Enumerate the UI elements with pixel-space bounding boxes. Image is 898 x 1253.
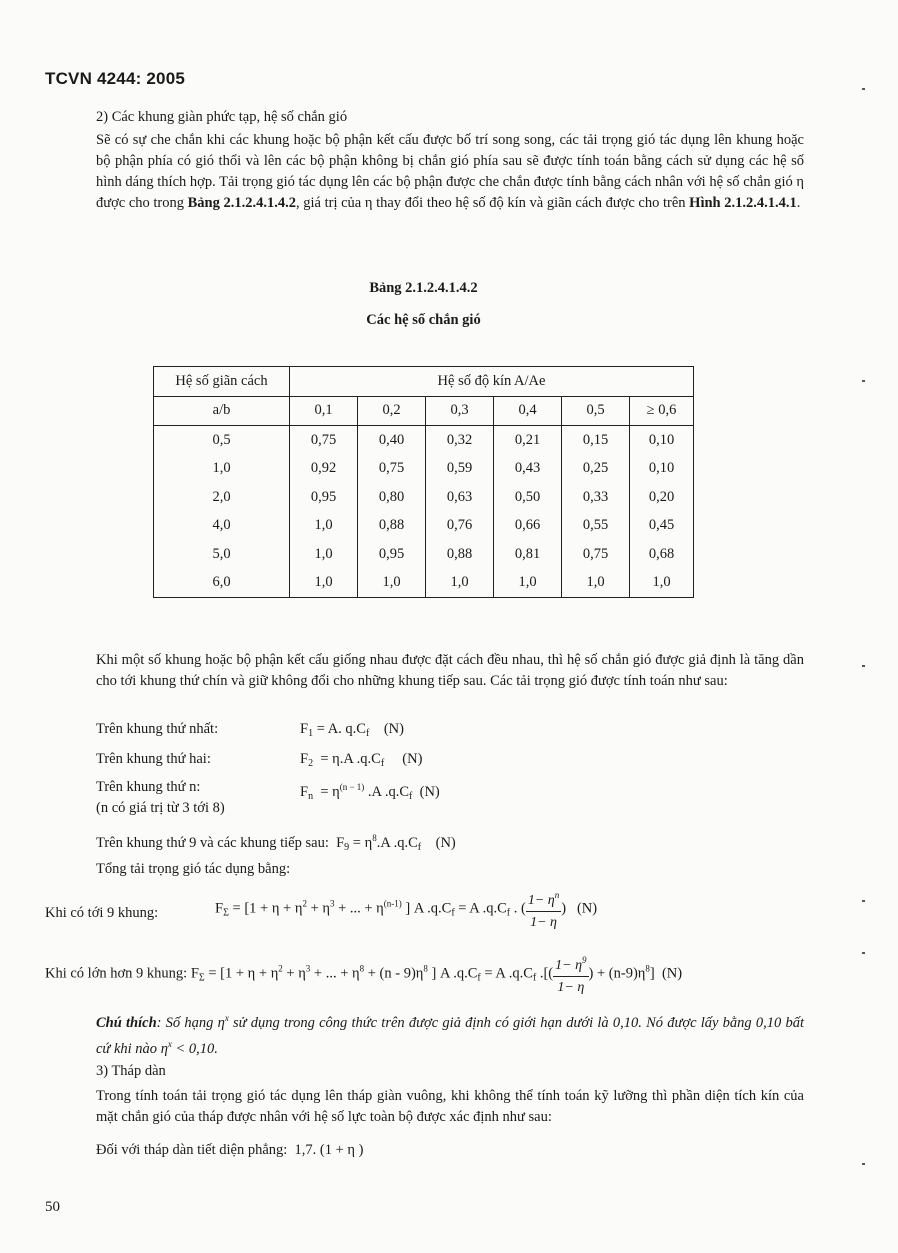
scan-speck: [862, 900, 865, 902]
load-nth-formula: $F_n = \eta^{(n - 1)}$ .A $.q.C_f$ (N): [300, 782, 440, 802]
table-cell: 1,0: [290, 512, 358, 541]
table-row: [154, 455, 694, 484]
section-3-title: 3) Tháp dàn: [96, 1063, 166, 1079]
table-cell: 1,0: [630, 569, 694, 598]
table-cell: 1,0: [290, 569, 358, 598]
scan-speck: [862, 380, 865, 382]
table-cell: 0,95: [358, 540, 426, 569]
row-label: 2,0: [154, 483, 290, 512]
document-header: TCVN 4244: 2005: [45, 69, 186, 88]
load-first-label: Trên khung thứ nhất:: [96, 721, 219, 737]
table-cell: 0,81: [494, 540, 562, 569]
row-label: 0,5: [154, 426, 290, 455]
column-header: 0,1: [290, 396, 358, 426]
table-cell: 1,0: [358, 569, 426, 598]
figure-reference: Hình 2.1.2.4.1.4.1: [689, 195, 797, 211]
load-second-formula: $F_2 = \eta.A$ $.q.C_f$ (N): [300, 751, 423, 769]
note: Chú thích: Số hạng $\eta^x$ sử dụng trong công thức trên được giả định có giới hạn dưới là 0,10. Nó được lấy bằng 0,10 bất cứ khi nào $\eta^x < 0,10$.: [96, 1013, 804, 1057]
table-cell: 0,40: [358, 426, 426, 455]
row-label: 4,0: [154, 512, 290, 541]
load-nth-note: (n có giá trị từ 3 tới 8): [96, 800, 225, 816]
column-header: 0,4: [494, 396, 562, 426]
table-cell: 0,68: [630, 540, 694, 569]
paragraph-2: Khi một số khung hoặc bộ phận kết cấu giống nhau được đặt cách đều nhau, thì hệ số chắn gió được giả định là tăng dần cho tới khung thứ chín và giữ không đổi cho những khung tiếp sau. Các tải trọng gió được tính toán như sau:: [96, 652, 804, 689]
row-header-spacing: Hệ số giãn cách: [154, 367, 290, 397]
table-reference: Bảng 2.1.2.4.1.4.2: [187, 195, 297, 211]
scan-speck: [862, 665, 865, 667]
scan-speck: [862, 88, 865, 90]
table-cell: 1,0: [562, 569, 630, 598]
table-cell: 0,15: [562, 426, 630, 455]
case1-formula: $F_\Sigma = [1 + \eta + \eta^2 + \eta^3$ + ... + $\eta^{(n-1)}$ ] A $.q.C_f = A$ $.q.C_f$ . ( $\frac{1- \eta^n}{1- \eta}$ ) (N): [215, 885, 597, 933]
table-cell: 0,59: [426, 455, 494, 484]
table-row: [154, 569, 694, 598]
table-cell: 0,50: [494, 483, 562, 512]
table-row: [154, 512, 694, 541]
load-ninth-formula: Trên khung thứ 9 và các khung tiếp sau: $F_9 = \eta^8.A$ $.q.C_f$ (N): [96, 833, 456, 853]
table-cell: 0,25: [562, 455, 630, 484]
table-cell: 0,43: [494, 455, 562, 484]
table-cell: 0,75: [562, 540, 630, 569]
table-cell: 1,0: [290, 540, 358, 569]
column-header: 0,5: [562, 396, 630, 426]
table-cell: 0,75: [290, 426, 358, 455]
table-row: [154, 483, 694, 512]
load-second-label: Trên khung thứ hai:: [96, 751, 211, 767]
section-2-title: 2) Các khung giàn phức tạp, hệ số chắn gió: [96, 109, 348, 125]
load-first-formula: $F_1 = A$. $q.C_f$ (N): [300, 721, 404, 739]
table-cell: 0,95: [290, 483, 358, 512]
row-label: 5,0: [154, 540, 290, 569]
case1-label: Khi có tới 9 khung:: [45, 905, 159, 921]
shielding-factor-table: [153, 366, 694, 598]
note-label: Chú thích: [96, 1015, 157, 1031]
table-cell: 0,20: [630, 483, 694, 512]
table-cell: 0,33: [562, 483, 630, 512]
table-cell: 0,75: [358, 455, 426, 484]
table-cell: 0,45: [630, 512, 694, 541]
table-title: Bảng 2.1.2.4.1.4.2: [369, 280, 478, 296]
table-cell: 0,10: [630, 455, 694, 484]
table-cell: 0,66: [494, 512, 562, 541]
table-cell: 0,76: [426, 512, 494, 541]
table-cell: 1,0: [494, 569, 562, 598]
table-cell: 0,32: [426, 426, 494, 455]
table-cell: 0,88: [358, 512, 426, 541]
case2-formula: Khi có lớn hơn 9 khung: $F_\Sigma = [1 + \eta + \eta^2 + \eta^3$ + ... + $\eta^8 + (n - 9)\eta^8$ ] A $.q.C_f = A$ $.q.C_f$ .[( $\frac{1- \eta^9}{1- \eta}$ ) + $(n-9)\eta^8$] (N): [45, 950, 682, 998]
row-label: 1,0: [154, 455, 290, 484]
column-header: 0,2: [358, 396, 426, 426]
column-header: 0,3: [426, 396, 494, 426]
scan-speck: [862, 1163, 865, 1165]
table-cell: 0,63: [426, 483, 494, 512]
table-cell: 0,55: [562, 512, 630, 541]
table-cell: 0,88: [426, 540, 494, 569]
paragraph-1: Sẽ có sự che chắn khi các khung hoặc bộ phận kết cấu được bố trí song song, các tải trọng gió tác dụng lên khung hoặc bộ phận phía có gió thổi và lên các bộ phận không bị chắn gió phía sau sẽ được tính toán bằng cách sử dụng các hệ số hình dáng thích hợp. Tải trọng gió tác dụng lên các bộ phận được che chắn được tính bằng cách nhân với hệ số chắn gió η được cho trong Bảng 2.1.2.4.1.4.2, giá trị của η thay đổi theo hệ số độ kín và giãn cách được cho trên Hình 2.1.2.4.1.4.1.: [96, 132, 804, 211]
group-header-solidity: Hệ số độ kín A/Ae: [290, 367, 694, 397]
table-row: [154, 426, 694, 455]
paragraph-4: Đối với tháp dàn tiết diện phẳng: 1,7. (1 + η ): [96, 1142, 364, 1158]
page-number: 50: [45, 1199, 60, 1215]
table-row: [154, 540, 694, 569]
table-cell: 0,21: [494, 426, 562, 455]
table-cell: 1,0: [426, 569, 494, 598]
row-header-ratio: a/b: [154, 396, 290, 426]
table-subtitle: Các hệ số chắn gió: [366, 312, 481, 328]
total-load-label: Tổng tải trọng gió tác dụng bằng:: [96, 861, 291, 877]
table-cell: 0,10: [630, 426, 694, 455]
table-cell: 0,80: [358, 483, 426, 512]
column-header: ≥ 0,6: [630, 396, 694, 426]
row-label: 6,0: [154, 569, 290, 598]
table-cell: 0,92: [290, 455, 358, 484]
load-nth-label: Trên khung thứ n:: [96, 779, 201, 795]
paragraph-3: Trong tính toán tải trọng gió tác dụng lên tháp giàn vuông, khi không thể tính toán kỹ lưỡng thì phần diện tích kín của mặt chắn gió của tháp được nhân với hệ số lực toàn bộ được xác định như sau:: [96, 1088, 804, 1125]
scan-speck: [862, 952, 865, 954]
